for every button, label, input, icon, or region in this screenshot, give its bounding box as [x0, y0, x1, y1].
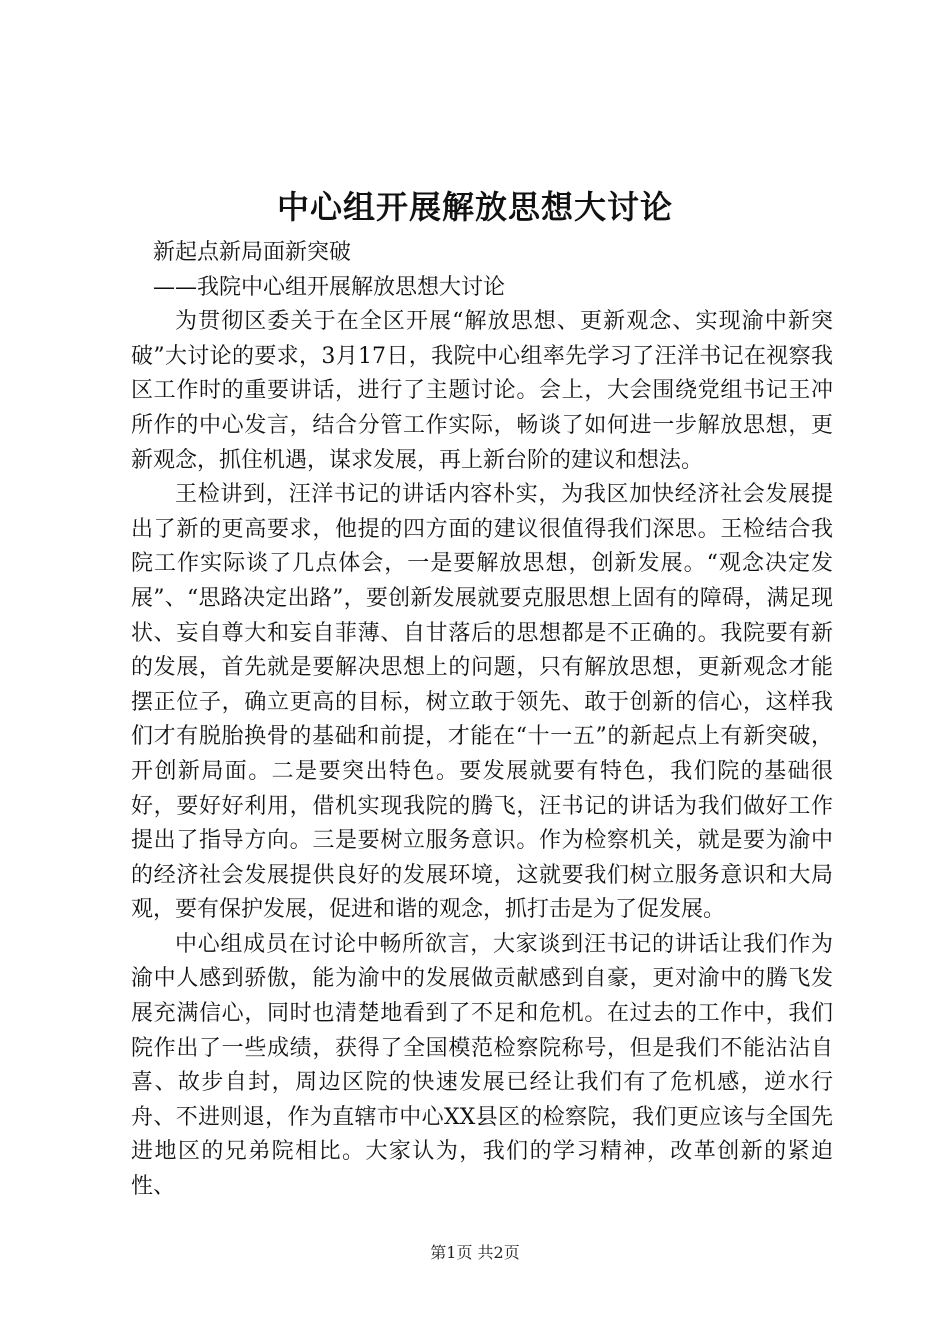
body-paragraph: 中心组成员在讨论中畅所欲言，大家谈到汪书记的讲话让我们作为渝中人感到骄傲，能为渝中的发展做贡献感到自豪，更对渝中的腾飞发展充满信心，同时也清楚地看到了不足和危机。在过去的工作中，我们院作出了一些成绩，获得了全国模范检察院称号，但是我们不能沾沾自喜、故步自封，周边区院的快速发展已经让我们有了危机感，逆水行舟、不进则退，作为直辖市中心XX县区的检察院，我们更应该与全国先进地区的兄弟院相比。大家认为，我们的学习精神，改革创新的紧迫性、: [131, 931, 833, 1200]
body-paragraph: 王检讲到，汪洋书记的讲话内容朴实，为我区加快经济社会发展提出了新的更高要求，他提的四方面的建议很值得我们深思。王检结合我院工作实际谈了几点体会，一是要解放思想，创新发展。“观念决定发展”、“思路决定出路”，要创新发展就要克服思想上固有的障碍，满足现状、妄自尊大和妄自菲薄、自甘落后的思想都是不正确的。我院要有新的发展，首先就是要解决思想上的问题，只有解放思想，更新观念才能摆正位子，确立更高的目标，树立敢于领先、敢于创新的信心，这样我们才有脱胎换骨的基础和前提，才能在“十一五”的新起点上有新突破，开创新局面。二是要突出特色。要发展就要有特色，我们院的基础很好，要好好利用，借机实现我院的腾飞，汪书记的讲话为我们做好工作提出了指导方向。三是要树立服务意识。作为检察机关，就是要为渝中的经济社会发展提供良好的发展环境，这就要我们树立服务意识和大局观，要有保护发展，促进和谐的观念，抓打击是为了促发展。: [131, 482, 833, 923]
document-body: [131, 236, 833, 1205]
body-paragraph: 为贯彻区委关于在全区开展“解放思想、更新观念、实现渝中新突破”大讨论的要求，3月17日，我院中心组率先学习了汪洋书记在视察我区工作时的重要讲话，进行了主题讨论。会上，大会围绕党组书记王冲所作的中心发言，结合分管工作实际，畅谈了如何进一步解放思想，更新观念，抓住机遇，谋求发展，再上新台阶的建议和想法。: [131, 309, 833, 473]
page-indicator: 第1页 共2页: [430, 1243, 520, 1262]
document-title: 中心组开展解放思想大讨论: [276, 188, 673, 226]
subtitle-line: 新起点新局面新突破: [153, 240, 352, 265]
subtitle-line: ——我院中心组开展解放思想大讨论: [153, 274, 506, 300]
